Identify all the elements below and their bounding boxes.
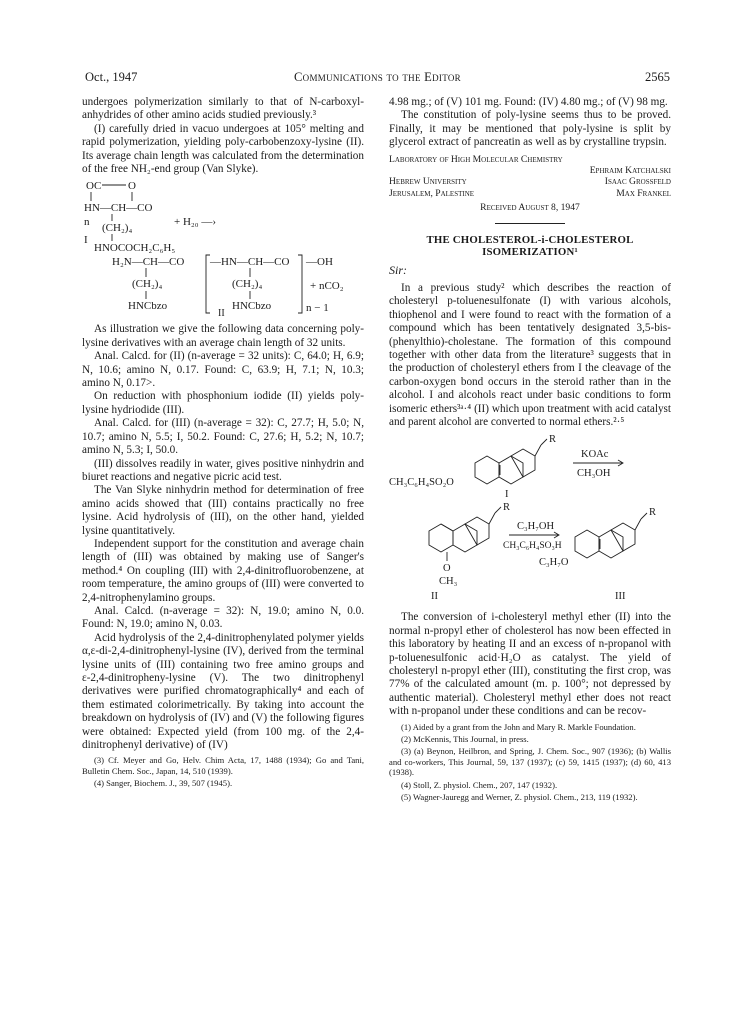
paragraph: Independent support for the constitution and average chain length of (III) was obtained by making use of Sanger's method.⁴ On coupling (III) with 2,4-dinitrofluorobenzene, at room temperature, the amino groups of (III) were converted to 2,4-nitrophenylamino groups. xyxy=(82,537,364,604)
scheme-label: —HN—CH—CO xyxy=(210,256,290,269)
scheme-label: OC xyxy=(86,180,102,193)
left-column xyxy=(82,96,364,789)
scheme-label: II xyxy=(218,308,225,318)
affiliation-block xyxy=(389,154,671,200)
scheme-label: HNCbzo xyxy=(232,300,272,313)
scheme-label: II xyxy=(431,591,438,603)
scheme-label: (CH₂)₄ xyxy=(132,278,163,291)
paragraph: As illustration we give the following data concerning poly-lysine derivatives with an average chain length of 32 units. xyxy=(82,323,364,349)
laboratory: Laboratory of High Molecular Chemistry xyxy=(389,153,563,165)
header-date: Oct., 1947 xyxy=(85,70,138,84)
scheme-label: HNCbzo xyxy=(128,300,168,313)
scheme-label: CH₃OH xyxy=(577,468,611,480)
paragraph: undergoes polymerization similarly to that of N-carboxyl-anhydrides of other amino acids studied previously.³ xyxy=(82,96,364,122)
scheme-label: —OH xyxy=(306,256,333,269)
footnote: (5) Wagner-Jauregg and Werner, Z. physiol. Chem., 213, 119 (1932). xyxy=(401,792,638,803)
salutation: Sir: xyxy=(389,263,407,278)
scheme-label: + nCO₂ xyxy=(310,280,344,293)
section-divider xyxy=(495,223,565,224)
footnote: (1) Aided by a grant from the John and Mary R. Markle Foundation. xyxy=(401,721,636,732)
scheme-label: CH₃C₆H₄SO₂O xyxy=(389,477,454,489)
author-name: Ephraim Katchalski xyxy=(589,165,671,177)
author-name: Max Frankel xyxy=(616,187,671,199)
paragraph: The constitution of poly-lysine seems thus to be proved. Finally, it may be mentioned that poly-lysine is split by glycerol extract of pancreatin as well as by crystalline trypsin. xyxy=(389,109,671,149)
header-title: Communications to the Editor xyxy=(294,70,461,84)
paragraph: The Van Slyke ninhydrin method for determination of free amino acids showed that (III) contains practically no free lysine. Acid hydrolysis of (III), on the other hand, yielded lysine quantitatively. xyxy=(82,484,364,537)
scheme-label: R xyxy=(503,502,511,514)
cholesterol-reaction-scheme xyxy=(389,433,671,605)
footnote: (4) Stoll, Z. physiol. Chem., 207, 147 (1932). xyxy=(401,779,558,790)
scheme-label: I xyxy=(505,489,509,501)
scheme-label: R xyxy=(649,507,657,519)
scheme-label: (CH₂)₄ xyxy=(102,222,133,235)
scheme-label: (CH₂)₄ xyxy=(232,278,263,291)
scheme-label: R xyxy=(549,434,557,446)
scheme-label: CH₃C₆H₄SO₃H xyxy=(503,541,562,552)
paragraph: Anal. Calcd. for (II) (n-average = 32 units): C, 64.0; H, 6.9; N, 10.6; amino N, 0.17. Found: C, 63.9; H, 7.1; N, 10.3; amino N, 0.17>. xyxy=(82,350,364,390)
university: Hebrew University xyxy=(389,176,467,188)
scheme-label: C₃H₇OH xyxy=(517,521,555,533)
scheme-label: O xyxy=(443,563,451,575)
scheme-label: O xyxy=(128,180,136,193)
paragraph: The conversion of i-cholesteryl methyl ether (II) into the normal n-propyl ether of cholesterol has now been effected in this laboratory by heating II and an excess of n-propanol with p-toluenesulfonic acid·H₂O as catalyst. The yield of cholesteryl n-propyl ether (III), constituting the first crop, was 77% of the calculated amount (m. p. 100°; not depressed by authentic material). Cholesteryl methyl ether does not react with n-propanol under these conditions and can be recov- xyxy=(389,611,671,718)
scheme-label: n xyxy=(84,216,90,229)
polylysine-reaction-scheme xyxy=(82,179,364,317)
footnote: (4) Sanger, Biochem. J., 39, 507 (1945). xyxy=(94,778,233,789)
scheme-label: + H₂₀ —› xyxy=(174,216,216,229)
scheme-label: n − 1 xyxy=(306,302,329,315)
footnote: (3) Cf. Meyer and Go, Helv. Chim Acta, 17, 1488 (1934); Go and Tani, Bulletin Chem. Soc., Japan, 14, 510 (1939). xyxy=(82,755,364,776)
scheme-label: HN—CH—CO xyxy=(84,202,153,215)
scheme-label: C₃H₇O xyxy=(539,557,569,569)
paragraph: (I) carefully dried in vacuo undergoes at 105° melting and rapid polymerization, yielding poly-carbobenzoxy-lysine (II). Its average chain length was calculated from the determination of the free NH₂-end group (Van Slyke). xyxy=(82,122,364,176)
scheme-label: KOAc xyxy=(581,449,609,461)
paragraph: Acid hydrolysis of the 2,4-dinitrophenylated polymer yields α,ε-di-2,4-dinitrophenyl-lysine (IV), derived from the terminal lysine units of (III) containing two free amino groups and ε-2,4-dinitropheny-lysine (V). The two dinitrophenyl derivatives were purified chromatographically⁴ and each of them estimated colorimetrically. By taking into account the breakdown on hydrolysis of (IV) and (V) the following figures were obtained: Expected yield (from 100 mg. of the 2,4-dinitrophenyl derivative) of (IV) xyxy=(82,631,364,752)
page-number: 2565 xyxy=(645,70,670,84)
footnotes xyxy=(389,722,671,803)
footnote: (2) McKennis, This Journal, in press. xyxy=(401,734,529,744)
right-column xyxy=(389,96,671,802)
scheme-label: III xyxy=(615,591,626,603)
city: Jerusalem, Palestine xyxy=(389,187,475,199)
scheme-label: HNOCOCH₂C₆H₅ xyxy=(94,242,176,255)
footnote: (3) (a) Beynon, Heilbron, and Spring, J. Chem. Soc., 907 (1936); (b) Wallis and co-workers, This Journal, 59, 137 (1937); (c) 59, 1415 (1937); (d) 60, 413 (1938). xyxy=(389,746,671,778)
received-date: Received August 8, 1947 xyxy=(480,202,580,214)
paragraph: On reduction with phosphonium iodide (II) yields poly-lysine hydriodide (III). xyxy=(82,390,364,416)
scheme-label: CH₃ xyxy=(439,576,458,588)
paragraph: 4.98 mg.; of (V) 101 mg. Found: (IV) 4.80 mg.; of (V) 98 mg. xyxy=(389,96,668,108)
scheme-label: H₂N—CH—CO xyxy=(112,256,185,269)
paragraph: Anal. Calcd. for (III) (n-average = 32): C, 27.7; H, 5.0; N, 10.7; amino N, 5.5; I, 50.2. Found: C, 27.6; H, 5.2; N, 10.7; amino N, 5.3; I, 50.0. xyxy=(82,417,364,457)
article-title: THE CHOLESTEROL-i-CHOLESTEROL ISOMERIZATION¹ xyxy=(426,233,634,259)
paragraph: In a previous study² which describes the reaction of cholesteryl p-toluenesulfonate (I) with various alcohols, thiophenol and I were found to react with the formation of a compound which has been tentatively designated 3,5-bis-(phenylthio)-cholestane. The formation of this compound together with other data from the literature³ suggests that in the production of cholesteryl ethers from I the cleavage of the carbon-oxygen bond occurs in the steroid rather than in the alcohol. I and alcohols react under basic conditions to form isomeric ethers³ᵃ·⁴ (II) which upon treatment with acid catalyst and parent alcohol are converted to normal ethers.²·⁵ xyxy=(389,281,671,428)
paragraph: Anal. Calcd. (n-average = 32): N, 19.0; amino N, 0.0. Found: N, 19.0; amino N, 0.03. xyxy=(82,604,364,631)
page-header xyxy=(85,70,670,84)
paragraph: (III) dissolves readily in water, gives positive ninhydrin and biuret reactions and negative picric acid test. xyxy=(82,457,364,483)
footnotes xyxy=(82,755,364,788)
scheme-label: I xyxy=(84,234,88,247)
author-name: Isaac Grossfeld xyxy=(604,176,671,188)
